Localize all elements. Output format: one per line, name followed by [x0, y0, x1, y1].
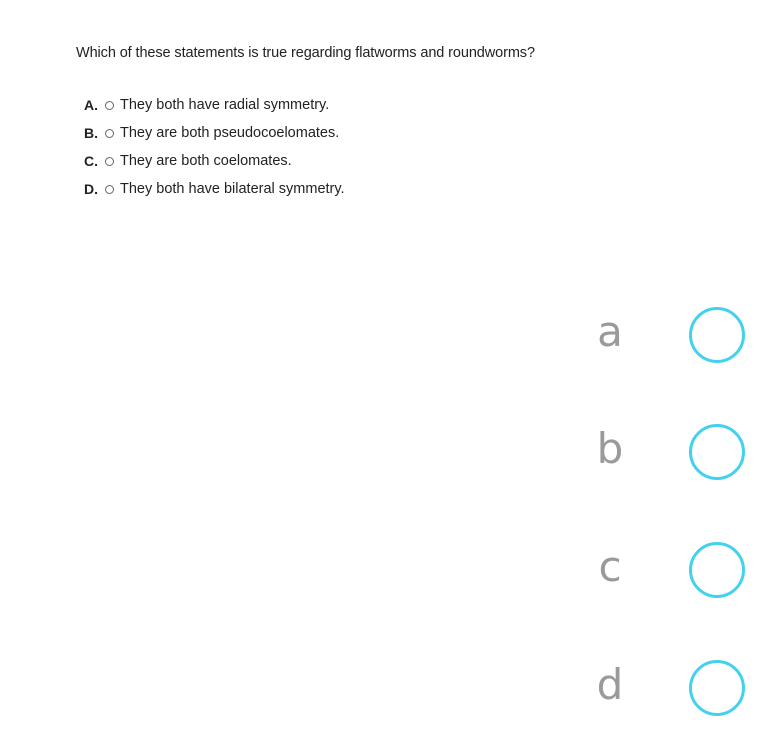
- question-text: Which of these statements is true regarding flatworms and roundworms?: [76, 45, 535, 61]
- radio-empty-icon[interactable]: [105, 185, 114, 194]
- choice-text: They both have bilateral symmetry.: [120, 181, 345, 197]
- circle-outline-icon[interactable]: [689, 424, 745, 480]
- radio-empty-icon[interactable]: [105, 157, 114, 166]
- answer-letter: a: [597, 307, 623, 356]
- choice-a[interactable]: [84, 91, 345, 119]
- radio-empty-icon[interactable]: [105, 101, 114, 110]
- choice-letter: B.: [84, 125, 98, 141]
- choice-text: They are both pseudocoelomates.: [120, 125, 340, 141]
- choice-text: They both have radial symmetry.: [120, 97, 330, 113]
- choice-text: They are both coelomates.: [120, 153, 292, 169]
- choice-d[interactable]: [84, 175, 345, 203]
- choice-letter: A.: [84, 97, 98, 113]
- answer-letter: c: [598, 542, 622, 591]
- radio-empty-icon[interactable]: [105, 129, 114, 138]
- answer-letter: b: [596, 424, 624, 473]
- answer-button-d[interactable]: [580, 653, 760, 723]
- answer-button-b[interactable]: [580, 417, 760, 487]
- answer-button-a[interactable]: [580, 300, 760, 370]
- circle-outline-icon[interactable]: [689, 660, 745, 716]
- choice-letter: D.: [84, 181, 98, 197]
- choice-list: [84, 91, 345, 203]
- choice-letter: C.: [84, 153, 98, 169]
- circle-outline-icon[interactable]: [689, 307, 745, 363]
- choice-c[interactable]: [84, 147, 345, 175]
- circle-outline-icon[interactable]: [689, 542, 745, 598]
- answer-button-c[interactable]: [580, 535, 760, 605]
- answer-letter: d: [596, 660, 624, 709]
- choice-b[interactable]: [84, 119, 345, 147]
